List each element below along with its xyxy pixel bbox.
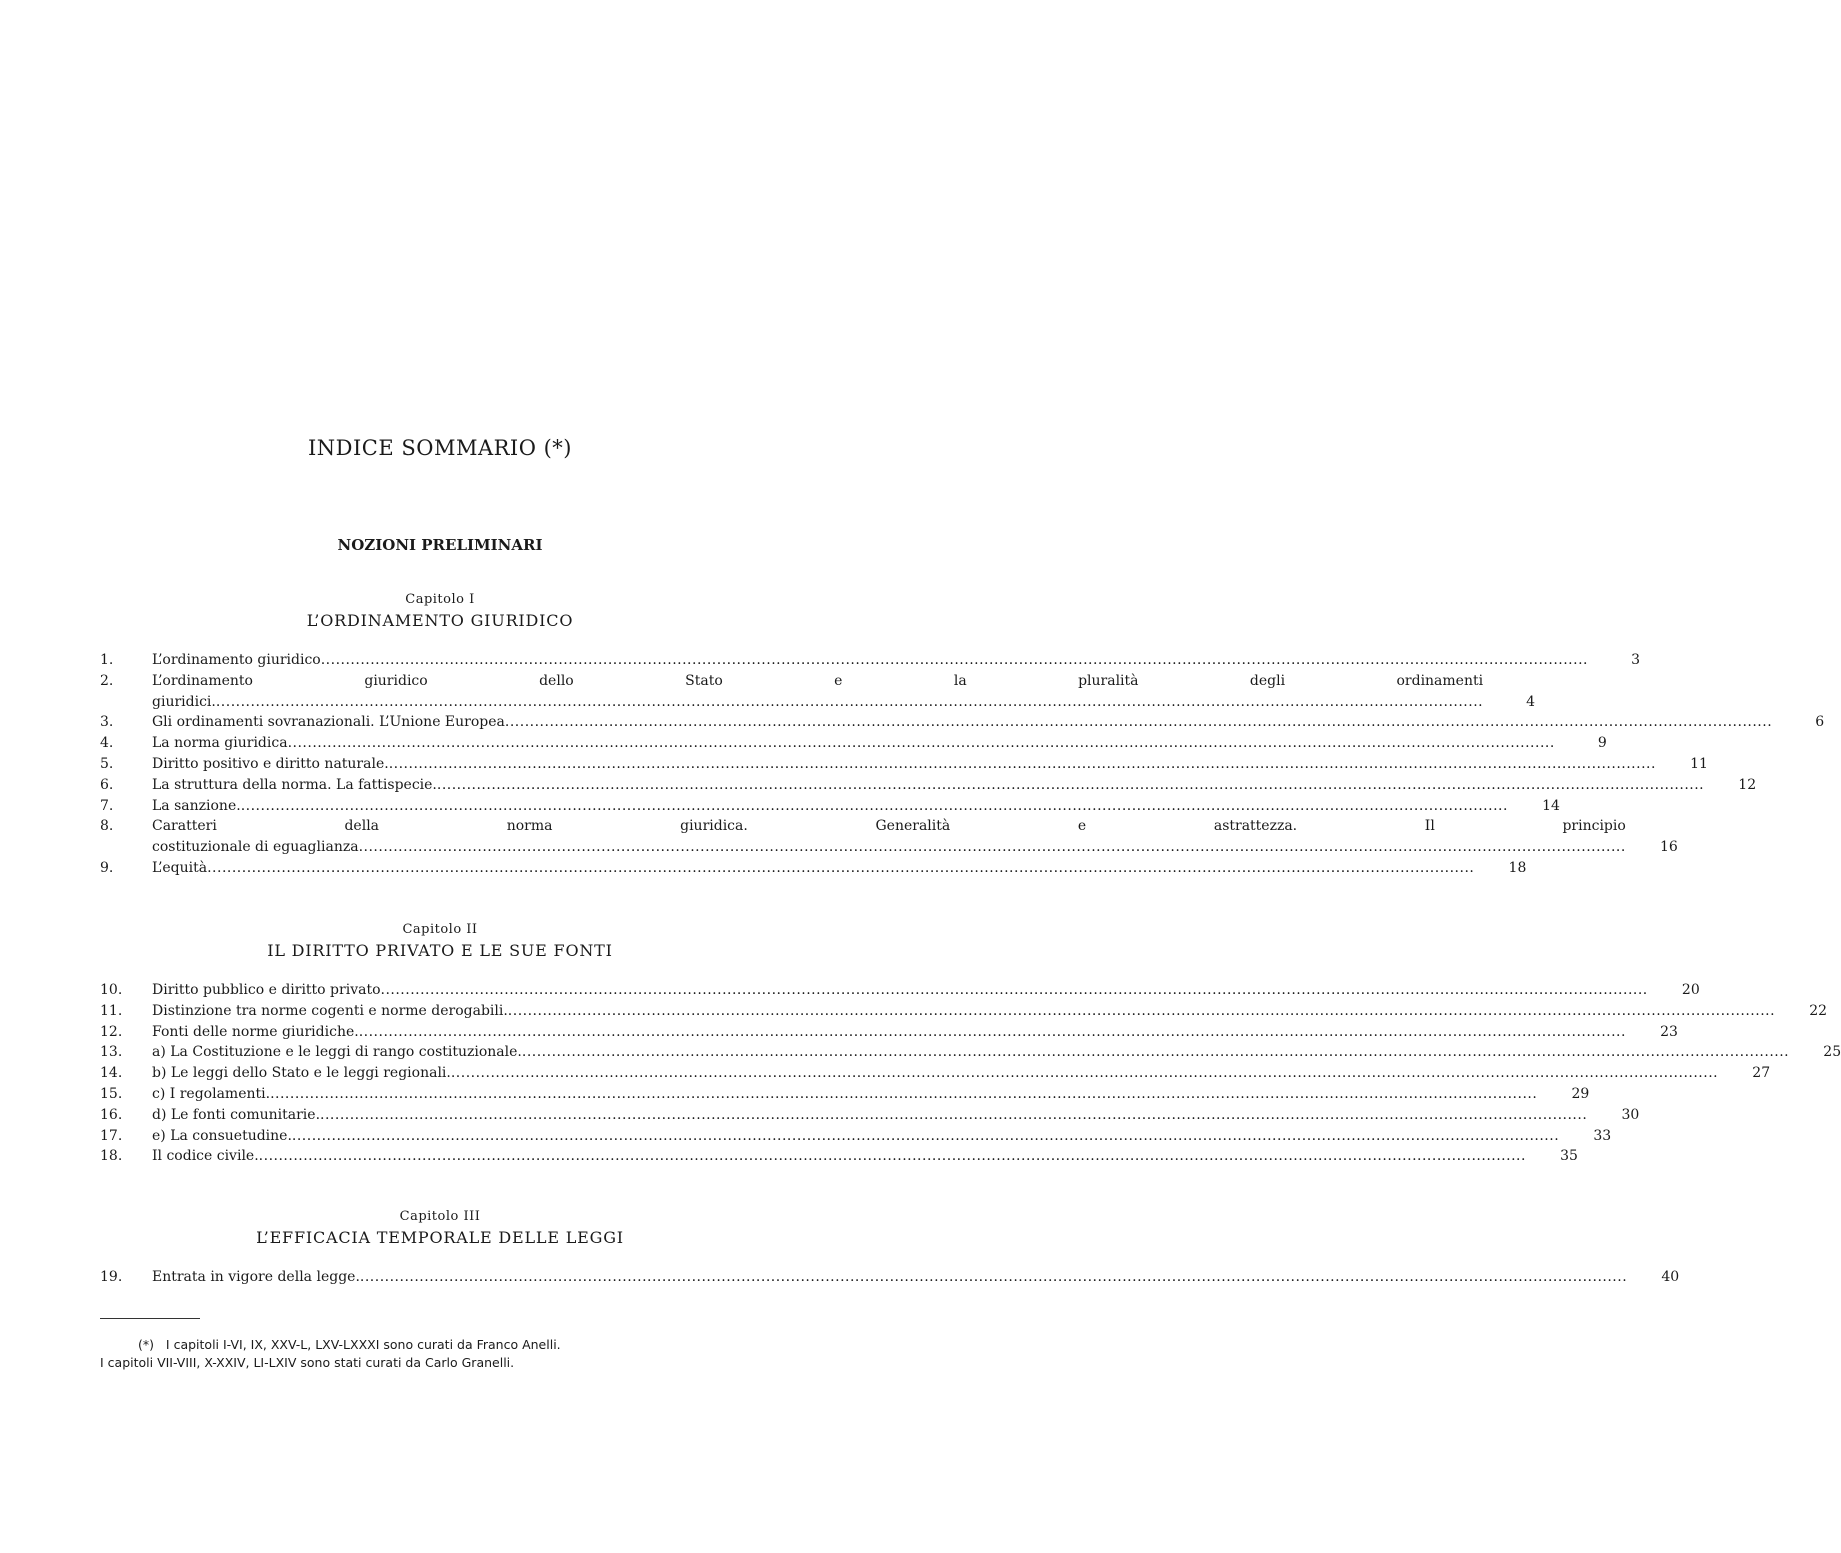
entry-text [152,858,1474,879]
toc-list [100,650,1825,879]
toc-list [100,980,1841,1167]
page-number: 30 [1621,1106,1640,1123]
entry-number: 9. [100,859,114,876]
entry-text [152,1001,1775,1022]
page-number: 40 [1661,1269,1680,1285]
toc-entry [100,1267,1680,1288]
toc-entry [100,733,1607,754]
entry-line: L’ordinamento giuridico dello Stato e la pluralità degli ordinamenti [152,672,1484,689]
chapter-label: Capitolo III [399,1209,481,1224]
page-number: 6 [1815,714,1825,731]
entry-text [152,816,1626,858]
page-number: 27 [1752,1065,1771,1082]
entry-text [152,980,1648,1001]
entry-number: 14. [100,1065,123,1082]
entry-line: giuridici. ..... [152,692,1483,713]
toc-entry [100,1105,1640,1126]
chapter-3 [100,1209,1680,1288]
chapter-label: Capitolo II [402,922,478,937]
footnote-line: I capitoli VII-VIII, X-XXIV, LI-LXIV sono stati curati da Carlo Granelli. [100,1355,515,1370]
entry-text [152,775,1704,796]
entry-line: La struttura della norma. La fattispecie. ..... [152,775,1704,796]
entry-line: La norma giuridica ..... [152,733,1555,754]
entry-line: Diritto pubblico e diritto privato ..... [152,980,1648,1001]
entry-line: Il codice civile. ..... [152,1146,1526,1167]
entry-line: a) La Costituzione e le leggi di rango costituzionale. ..... [152,1042,1789,1063]
entry-line: Diritto positivo e diritto naturale. ..... [152,754,1656,775]
entry-number: 1. [100,652,114,668]
entry-number: 15. [100,1085,123,1102]
entry-line: costituzionale di eguaglianza ..... [152,837,1626,858]
page-number: 20 [1681,982,1700,998]
toc-entry [100,1084,1590,1105]
part-title: NOZIONI PRELIMINARI [337,536,543,554]
entry-text [152,796,1508,817]
entry-number: 4. [100,735,114,752]
entry-number: 11. [100,1002,123,1019]
chapter-title: L’ORDINAMENTO GIURIDICO [306,611,574,630]
toc-entry [100,1022,1678,1043]
entry-text [152,712,1772,733]
entry-number: 5. [100,755,114,772]
entry-line: Distinzione tra norme cogenti e norme derogabili. ..... [152,1001,1775,1022]
toc-entry [100,1063,1771,1084]
entry-number: 2. [100,672,114,689]
page-number: 16 [1659,839,1678,856]
page-number: 22 [1809,1002,1828,1019]
toc-entry [100,712,1825,733]
entry-number: 12. [100,1023,123,1040]
entry-text [152,1105,1587,1126]
entry-text [152,1267,1627,1288]
toc-entry [100,980,1700,1001]
toc-entry [100,1001,1828,1022]
page-number: 35 [1560,1148,1578,1165]
footnotes [100,1336,800,1372]
chapter-2 [100,922,1841,1167]
page-number: 25 [1823,1044,1841,1061]
entry-text [152,754,1656,775]
toc-entry [100,1042,1841,1063]
entry-number: 10. [100,982,123,998]
entry-number: 3. [100,714,114,731]
entry-number: 16. [100,1106,123,1123]
page-number: 23 [1660,1023,1678,1040]
entry-text [152,1126,1559,1147]
entry-number: 8. [100,818,114,835]
toc-entry [100,775,1757,796]
page-number: 3 [1631,652,1640,668]
entry-line: b) Le leggi dello Stato e le leggi regionali. ..... [152,1063,1718,1084]
toc-entry [100,650,1640,671]
entry-text [152,671,1483,713]
entry-number: 7. [100,797,114,814]
entry-line: Caratteri della norma giuridica. Generalità e astrattezza. Il principio [152,818,1626,835]
chapter-title: L’EFFICACIA TEMPORALE DELLE LEGGI [256,1228,624,1247]
page-number: 18 [1508,859,1527,876]
page-number: 11 [1690,755,1708,772]
footnote-divider [100,1318,200,1319]
page-number: 12 [1738,776,1757,793]
entry-number: 18. [100,1148,123,1165]
chapter-1 [100,592,1825,879]
toc-entry [100,796,1560,817]
entry-number: 19. [100,1269,123,1285]
chapter-label: Capitolo I [405,592,475,607]
page-number: 14 [1542,797,1560,814]
page-number: 29 [1571,1085,1590,1102]
entry-text [152,733,1555,754]
footnote-line: (*) I capitoli I-VI, IX, XXV-L, LXV-LXXXI sono curati da Franco Anelli. [138,1337,561,1352]
entry-line: d) Le fonti comunitarie. ..... [152,1105,1587,1126]
entry-line: e) La consuetudine. ..... [152,1126,1559,1147]
toc-entry [100,816,1678,858]
entry-text [152,1084,1537,1105]
page-number: 9 [1597,735,1607,752]
page-number: 4 [1526,693,1536,710]
entry-line: La sanzione. ..... [152,796,1508,817]
entry-line: L’ordinamento giuridico ..... [152,650,1588,671]
entry-line: Fonti delle norme giuridiche. ..... [152,1022,1626,1043]
page-number: 33 [1593,1127,1612,1144]
entry-line: c) I regolamenti. ..... [152,1084,1537,1105]
toc-entry [100,671,1536,713]
entry-text [152,1063,1718,1084]
toc-entry [100,858,1527,879]
toc-entry [100,754,1708,775]
entry-text [152,1146,1526,1167]
entry-number: 17. [100,1127,123,1144]
entry-number: 6. [100,776,114,793]
entry-text [152,1042,1789,1063]
entry-text [152,650,1588,671]
toc-entry [100,1146,1578,1167]
entry-line: L’equità ..... [152,858,1474,879]
chapter-title: IL DIRITTO PRIVATO E LE SUE FONTI [267,941,613,960]
entry-number: 13. [100,1044,123,1061]
entry-line: Gli ordinamenti sovranazionali. L’Unione Europea ..... [152,712,1772,733]
page-title: INDICE SOMMARIO (*) [307,436,573,460]
toc-entry [100,1126,1612,1147]
toc-list [100,1267,1680,1288]
entry-text [152,1022,1626,1043]
entry-line: Entrata in vigore della legge. ..... [152,1267,1627,1288]
